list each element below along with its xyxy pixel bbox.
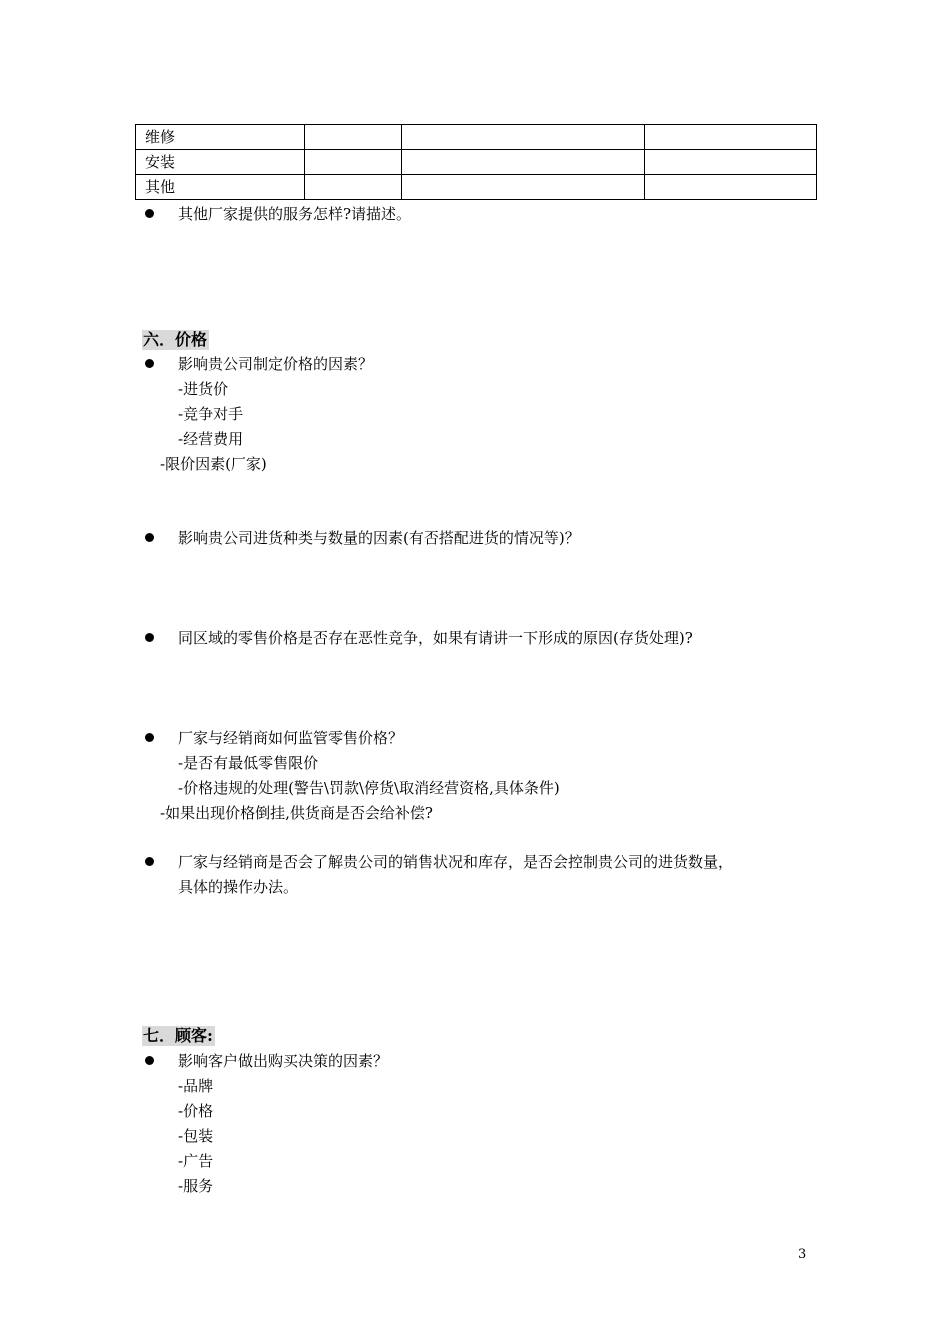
question-inventory-control: 厂家与经销商是否会了解贵公司的销售状况和库存，是否会控制贵公司的进货数量， xyxy=(178,853,734,871)
list-item: -经营费用 xyxy=(178,430,244,448)
bullet-icon xyxy=(145,733,154,742)
table-cell xyxy=(305,125,402,150)
bullet-icon xyxy=(145,857,154,866)
bullet-icon xyxy=(145,633,154,642)
table-cell xyxy=(402,125,645,150)
question-price-supervision: 厂家与经销商如何监管零售价格？ xyxy=(178,729,404,747)
table-cell xyxy=(645,125,817,150)
list-item: -价格 xyxy=(178,1102,214,1120)
bullet-icon xyxy=(145,359,154,368)
bullet-icon xyxy=(145,209,154,218)
question-inventory-control-cont: 具体的操作办法。 xyxy=(178,878,299,896)
table-row xyxy=(136,125,817,150)
table-cell xyxy=(402,150,645,175)
table-cell-label: 维修 xyxy=(136,125,305,150)
table-cell-label: 安装 xyxy=(136,150,305,175)
table-row xyxy=(136,175,817,200)
list-item: -是否有最低零售限价 xyxy=(178,754,319,772)
page-number: 3 xyxy=(798,1247,807,1262)
question-price-competition: 同区域的零售价格是否存在恶性竞争，如果有请讲一下形成的原因(存货处理)? xyxy=(178,629,693,647)
list-item: -价格违规的处理(警告\罚款\停货\取消经营资格,具体条件) xyxy=(178,779,560,797)
question-other-service: 其他厂家提供的服务怎样?请描述。 xyxy=(178,205,412,223)
question-price-factors: 影响贵公司制定价格的因素？ xyxy=(178,355,374,373)
question-purchase-factors: 影响贵公司进货种类与数量的因素(有否搭配进货的情况等)？ xyxy=(178,529,580,547)
list-item: -品牌 xyxy=(178,1077,214,1095)
table-cell xyxy=(305,175,402,200)
table-cell xyxy=(305,150,402,175)
service-table xyxy=(135,124,817,200)
table-cell xyxy=(645,150,817,175)
bullet-icon xyxy=(145,533,154,542)
list-item: -限价因素(厂家) xyxy=(160,455,267,473)
list-item: -竞争对手 xyxy=(178,405,244,423)
question-customer-factors: 影响客户做出购买决策的因素？ xyxy=(178,1052,389,1070)
table-cell xyxy=(645,175,817,200)
section-heading-customers: 七．顾客: xyxy=(143,1026,213,1045)
bullet-icon xyxy=(145,1056,154,1065)
list-item: -广告 xyxy=(178,1152,214,1170)
list-item: -服务 xyxy=(178,1177,214,1195)
table-row xyxy=(136,150,817,175)
table-cell xyxy=(402,175,645,200)
list-item: -包装 xyxy=(178,1127,214,1145)
list-item: -进货价 xyxy=(178,380,229,398)
list-item: -如果出现价格倒挂,供货商是否会给补偿? xyxy=(160,804,433,822)
table-cell-label: 其他 xyxy=(136,175,305,200)
section-heading-price: 六．价格 xyxy=(143,330,208,349)
